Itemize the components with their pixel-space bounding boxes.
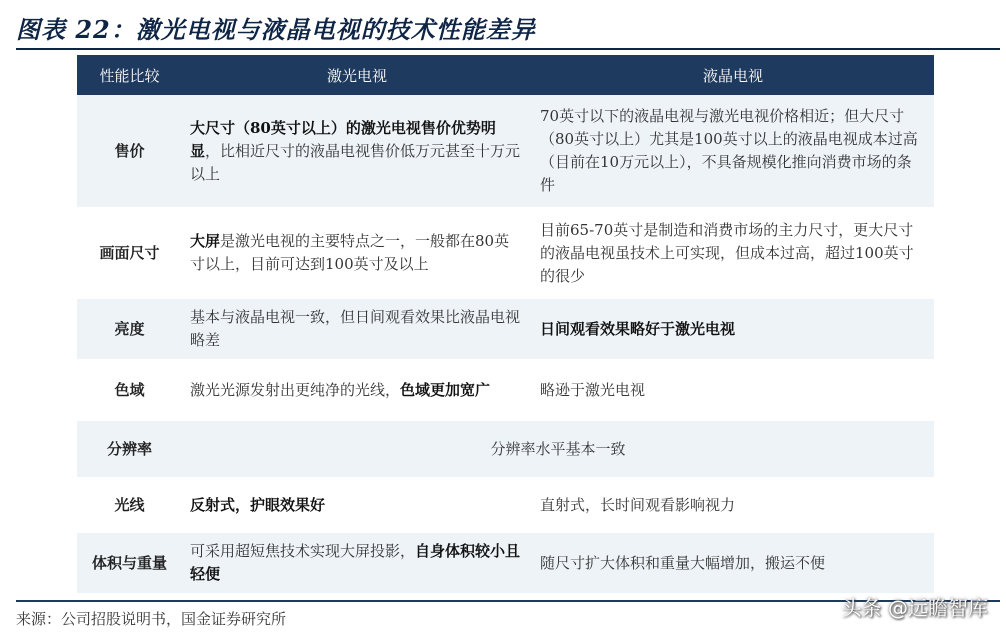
source-note: 来源：公司招股说明书，国金证券研究所 — [16, 610, 287, 628]
row-label: 分辨率 — [77, 421, 182, 477]
cell-text: 可采用超短焦技术实现大屏投影， — [190, 542, 416, 560]
cell-text: 直射式，长时间观看影响视力 — [540, 495, 736, 514]
lcd-cell — [532, 207, 934, 299]
row-label: 售价 — [77, 95, 182, 207]
cell-text: 大屏 — [190, 232, 221, 250]
lcd-cell — [532, 533, 934, 593]
laser-cell — [182, 95, 532, 207]
title-bar — [0, 0, 1006, 48]
row-label: 光线 — [114, 495, 145, 514]
cell-text: 基本与液晶电视一致，但日间观看效果比液晶电视略差 — [190, 308, 521, 349]
cell-text: 日间观看效果略好于激光电视 — [540, 319, 736, 338]
row-label: 画面尺寸 — [99, 243, 160, 262]
cell-text: 目前65-70英寸是制造和消费市场的主力尺寸，更大尺寸的液晶电视虽技术上可实现，但成本过高，超过100英寸的很少 — [540, 220, 914, 285]
row-label: 色域 — [114, 380, 145, 399]
table-row-light — [77, 477, 934, 533]
laser-cell — [182, 299, 532, 359]
cell-text: 70英寸以下的液晶电视与激光电视价格相近；但大尺寸（80英寸以上）尤其是100英寸以上的液晶电视成本过高（目前在10万元以上），不具备规模化推向消费市场的条件 — [540, 107, 918, 194]
cell-text: 随尺寸扩大体积和重量大幅增加，搬运不便 — [540, 553, 826, 572]
cell-text: 自身体积较小且轻便 — [190, 542, 521, 583]
lcd-cell — [532, 477, 934, 533]
table-row-screen-size — [77, 207, 934, 299]
table-header-row — [77, 55, 934, 95]
table-row-brightness — [77, 299, 934, 359]
figure-title: 图表 22：激光电视与液晶电视的技术性能差异 — [16, 15, 536, 44]
laser-cell — [182, 533, 532, 593]
comparison-table — [77, 55, 934, 593]
lcd-cell — [532, 95, 934, 207]
header-metric: 性能比较 — [77, 55, 182, 95]
table-row-volume-weight — [77, 533, 934, 593]
cell-text: 色域更加宽广 — [400, 380, 491, 399]
header-laser-tv: 激光电视 — [182, 55, 532, 95]
cell-text: 略逊于激光电视 — [540, 380, 646, 399]
cell-text: 激光光源发射出更纯净的光线， — [190, 380, 401, 399]
cell-text: 是激光电视的主要特点之一，一般都在80英寸以上，目前可达到100英寸及以上 — [190, 232, 510, 273]
table-row-resolution — [77, 421, 934, 477]
laser-cell — [182, 207, 532, 299]
cell-text: 大尺寸（80英寸以上）的激光电视售价优势明显 — [190, 118, 496, 160]
lcd-cell — [532, 299, 934, 359]
title-divider — [16, 48, 1000, 50]
lcd-cell — [532, 359, 934, 421]
watermark: 头条 @远瞻智库 — [841, 596, 988, 620]
table-row-price — [77, 95, 934, 207]
row-label: 体积与重量 — [77, 533, 182, 593]
cell-text: 反射式，护眼效果好 — [190, 495, 326, 514]
header-lcd-tv: 液晶电视 — [532, 55, 934, 95]
laser-cell — [182, 477, 532, 533]
laser-cell — [182, 359, 532, 421]
merged-cell: 分辨率水平基本一致 — [182, 421, 934, 477]
cell-text: ，比相近尺寸的液晶电视售价低万元甚至十万元以上 — [190, 141, 521, 183]
table-row-color-gamut — [77, 359, 934, 421]
row-label: 亮度 — [77, 299, 182, 359]
